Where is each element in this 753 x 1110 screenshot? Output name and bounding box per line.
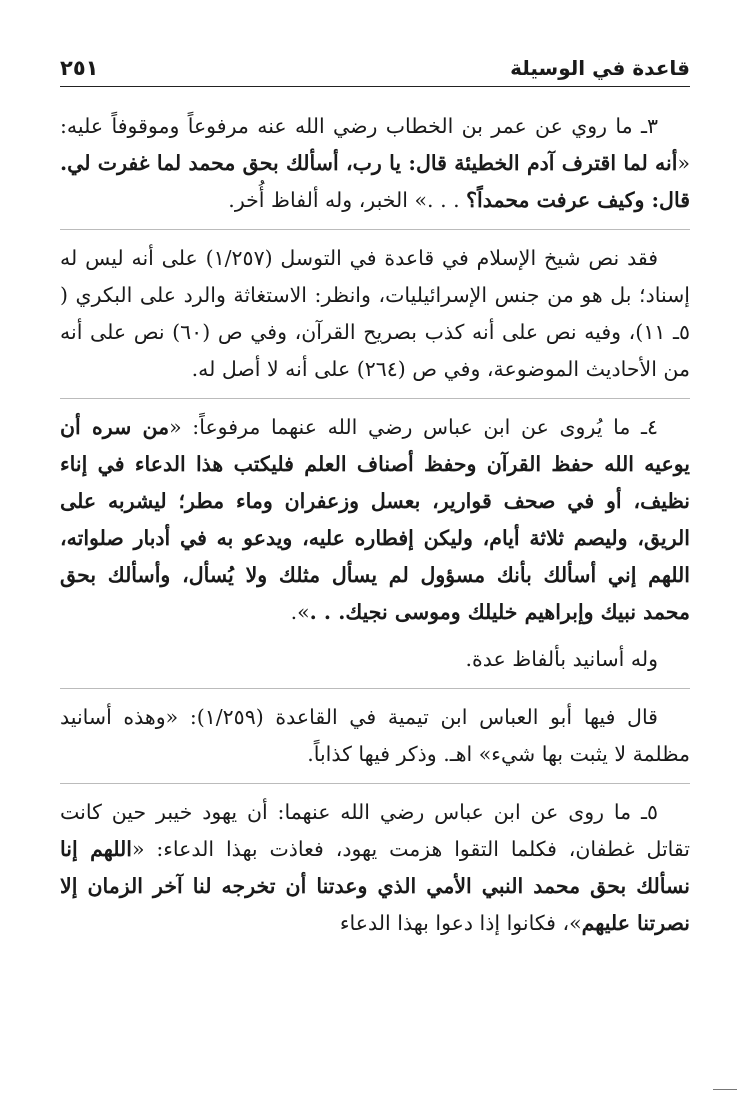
body-text: فقد نص شيخ الإسلام في قاعدة في التوسل (١/٢٥٧) على أنه ليس له إسناد؛ بل هو من جنس الإسرائيليات، وانظر: الاستغاثة والرد على البكري ( ٥ـ ١١)، وفيه نص على أنه كذب بصريح القرآن، وفي ص (٦٠) نص على أنه من الأحاديث الموضوعة، وفي ص (٢٦٤) على أنه لا أصل له. — [60, 246, 690, 381]
quoted-text: أنه لما اقترف آدم الخطيئة قال: يا رب، أسألك بحق محمد لما غفرت لي. قال: وكيف عرفت محمداً؟ — [60, 151, 690, 212]
quoted-text: اللهم إنا نسألك بحق محمد النبي الأمي الذي وعدتنا أن تخرجه لنا آخر الزمان إلا نصرتنا عليهم — [60, 837, 690, 935]
paragraph-commentary-4 — [60, 688, 690, 773]
paragraph-item-4 — [60, 398, 690, 631]
paragraph-item-5 — [60, 783, 690, 942]
body-text: ٣ـ ما روي عن عمر بن الخطاب رضي الله عنه مرفوعاً وموقوفاً عليه: « — [60, 114, 690, 175]
page-header — [60, 46, 690, 87]
page-number: ٢٥١ — [60, 56, 99, 80]
body-text: »، فكانوا إذا دعوا بهذا الدعاء — [339, 911, 582, 935]
body-text: ». — [290, 600, 310, 624]
body-text: ٥ـ ما روى عن ابن عباس رضي الله عنهما: أن يهود خيبر حين كانت تقاتل غطفان، فكلما التقوا هزمت يهود، فعاذت بهذا الدعاء: « — [60, 800, 690, 861]
body-text: . . .» الخبر، وله ألفاظ أُخر. — [228, 188, 467, 212]
paragraph-commentary-3 — [60, 229, 690, 388]
running-title: قاعدة في الوسيلة — [510, 56, 690, 80]
paragraph-item-3 — [60, 108, 690, 219]
footer-rule — [713, 1089, 737, 1090]
body-text: ٤ـ ما يُروى عن ابن عباس رضي الله عنهما مرفوعاً: « — [169, 415, 659, 439]
paragraph-note-4 — [60, 641, 690, 678]
quoted-text: من سره أن يوعيه الله حفظ القرآن وحفظ أصناف العلم فليكتب هذا الدعاء في إناء نظيف، أو في صحف قوارير، بعسل وزعفران وماء مطر؛ ليشربه على الريق، وليصم ثلاثة أيام، وليكن إفطاره عليه، ويدعو به في أدبار صلواته، اللهم إني أسألك بأنك مسؤول لم يسأل مثلك ولا يُسأل، وأسألك بحق محمد نبيك وإبراهيم خليلك وموسى نجيك. . . — [60, 415, 690, 624]
body-text: وله أسانيد بألفاظ عدة. — [465, 647, 658, 671]
page-body — [60, 108, 690, 952]
body-text: قال فيها أبو العباس ابن تيمية في القاعدة (١/٢٥٩): «وهذه أسانيد مظلمة لا يثبت بها شيء» اهـ. وذكر فيها كذاباً. — [60, 705, 690, 766]
